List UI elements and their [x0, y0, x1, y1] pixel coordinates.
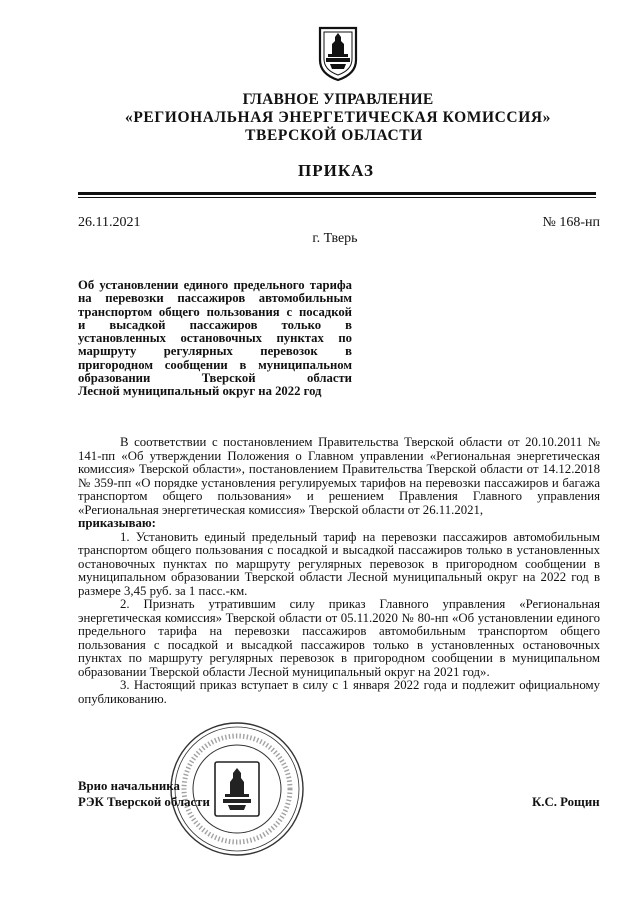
- document-body: [78, 436, 600, 706]
- agency-name-line-2: «РЕГИОНАЛЬНАЯ ЭНЕРГЕТИЧЕСКАЯ КОМИССИЯ»: [124, 109, 552, 126]
- signer-name: К.С. Рощин: [532, 795, 600, 809]
- agency-name-line-3: ТВЕРСКОЙ ОБЛАСТИ: [245, 127, 423, 144]
- signer-position-line-2: РЭК Тверской области: [78, 795, 210, 809]
- document-subject: [78, 279, 352, 399]
- header-divider-thick: [78, 192, 596, 195]
- order-item-1: 1. Установить единый предельный тариф на перевозки пассажиров автомобильным транспортом общего пользования с посадкой и высадкой пассажиров только в установленных остановочных пунктах по маршруту регулярных перевозок в пригородном сообщении в муниципальном образовании Тверской области Лесной муниципальный округ на 2022 год в размере 3,45 руб. за 1 пасс.-км.: [78, 529, 600, 598]
- document-number: № 168-нп: [542, 215, 600, 230]
- header-divider-thin: [78, 197, 596, 198]
- subject-line: пригородном сообщении в муниципальном: [78, 357, 352, 372]
- document-title: ПРИКАЗ: [298, 161, 374, 180]
- subject-line: Лесной муниципальный округ на 2022 год: [78, 384, 322, 399]
- subject-line: на перевозки пассажиров автомобильным: [78, 291, 352, 306]
- subject-line: установленных остановочных пунктах по: [78, 331, 352, 346]
- document-city: г. Тверь: [312, 231, 358, 246]
- subject-line: транспортом общего пользования с посадкой: [78, 304, 352, 319]
- subject-line: образовании Тверской области: [78, 371, 352, 386]
- signer-position-line-1: Врио начальника: [78, 779, 180, 793]
- tver-coat-of-arms-icon: [316, 24, 360, 82]
- subject-line: маршруту регулярных перевозок в: [78, 344, 352, 359]
- preamble-paragraph: В соответствии с постановлением Правительства Тверской области от 20.10.2011 № 141-пп «Об утверждении Положения о Главном управлении «Региональная энергетическая комиссия» Тверской области», постановлением Правительства Тверской области от 14.12.2018 № 359-пп «О порядке установления регулируемых тарифов на перевозки пассажиров и багажа транспортом общего пользования» и решением Правления Главного управления «Региональная энергетическая комиссия» Тверской области от 26.11.2021,: [78, 435, 600, 517]
- agency-name-line-1: ГЛАВНОЕ УПРАВЛЕНИЕ: [242, 91, 434, 108]
- subject-line: Об установлении единого предельного тарифа: [78, 278, 352, 292]
- orders-keyword: приказываю:: [78, 516, 156, 530]
- order-item-2: 2. Признать утратившим силу приказ Главного управления «Региональная энергетическая комиссия» Тверской области от 05.11.2020 № 80-нп «Об установлении единого предельного тарифа на перевозки пассажиров автомобильным транспортом общего пользования с посадкой и высадкой пассажиров только в установленных остановочных пунктах по маршруту регулярных перевозок в пригородном сообщении в муниципальном образовании Тверской области Лесной муниципальный округ на 2021 год».: [78, 597, 600, 679]
- order-item-3: 3. Настоящий приказ вступает в силу с 1 января 2022 года и подлежит официальному опубликованию.: [78, 678, 600, 706]
- subject-line: и высадкой пассажиров только в: [78, 317, 352, 332]
- signer-position: [78, 778, 210, 810]
- document-date: 26.11.2021: [78, 215, 141, 230]
